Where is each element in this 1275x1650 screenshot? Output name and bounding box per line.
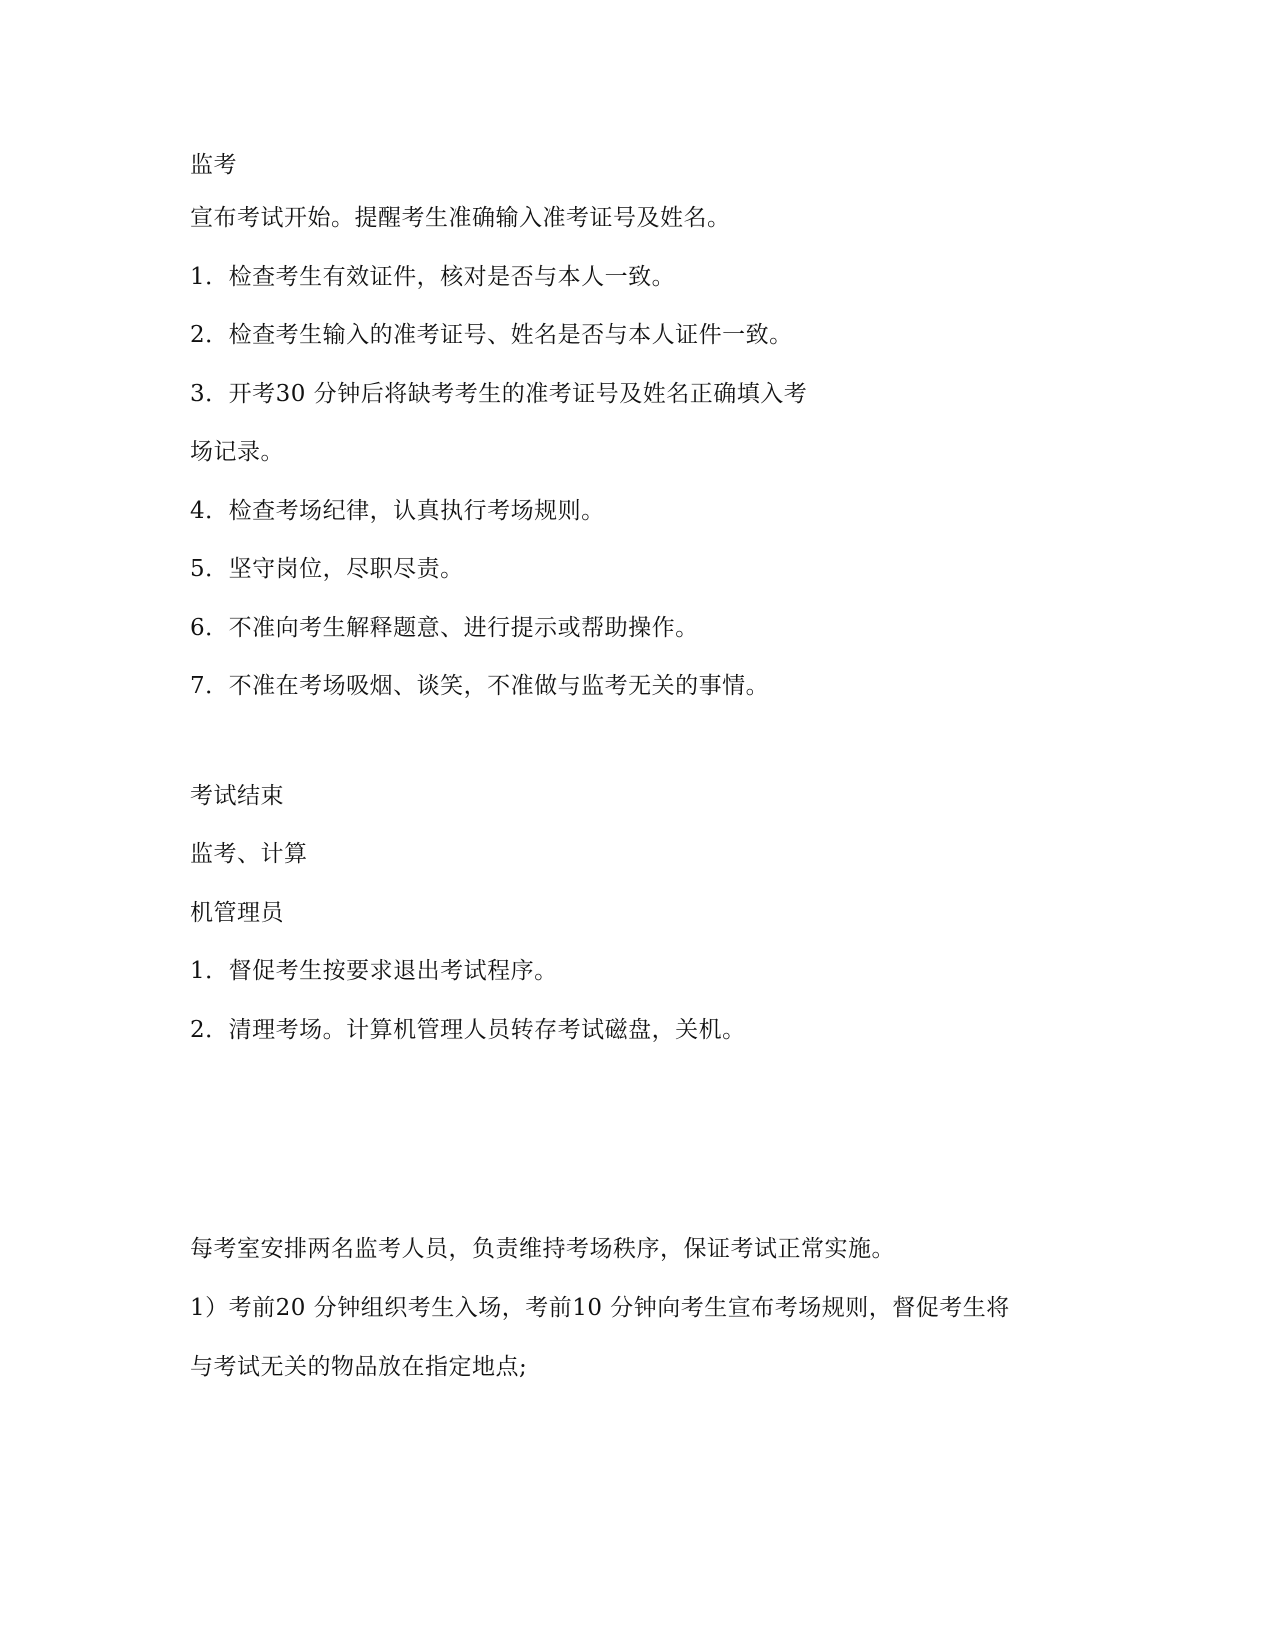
section1-item-2: 2．检查考生输入的准考证号、姓名是否与本人证件一致。 bbox=[190, 322, 793, 348]
section1-role: 监考 bbox=[190, 152, 237, 178]
section2-role-line1: 监考、计算 bbox=[190, 841, 308, 867]
section1-item-4: 4．检查考场纪律，认真执行考场规则。 bbox=[190, 498, 605, 524]
section2-item-1: 1．督促考生按要求退出考试程序。 bbox=[190, 958, 558, 984]
section3-item-1-line2: 与考试无关的物品放在指定地点; bbox=[190, 1354, 528, 1380]
section1-item-3: 3．开考30 分钟后将缺考考生的准考证号及姓名正确填入考 bbox=[190, 381, 808, 407]
section1-item-7: 7．不准在考场吸烟、谈笑，不准做与监考无关的事情。 bbox=[190, 673, 770, 699]
section2-item-2: 2．清理考场。计算机管理人员转存考试磁盘，关机。 bbox=[190, 1017, 746, 1043]
section3-intro: 每考室安排两名监考人员，负责维持考场秩序，保证考试正常实施。 bbox=[190, 1236, 895, 1262]
section2-stage: 考试结束 bbox=[190, 783, 284, 809]
section1-item-5: 5．坚守岗位，尽职尽责。 bbox=[190, 556, 464, 582]
section1-item-3-cont: 场记录。 bbox=[190, 439, 284, 465]
section2-role-line2: 机管理员 bbox=[190, 900, 284, 926]
section1-item-1: 1．检查考生有效证件，核对是否与本人一致。 bbox=[190, 264, 676, 290]
section3-item-1-line1: 1）考前20 分钟组织考生入场，考前10 分钟向考生宣布考场规则，督促考生将 bbox=[190, 1295, 1010, 1321]
section1-intro: 宣布考试开始。提醒考生准确输入准考证号及姓名。 bbox=[190, 205, 731, 231]
section1-item-6: 6．不准向考生解释题意、进行提示或帮助操作。 bbox=[190, 615, 699, 641]
